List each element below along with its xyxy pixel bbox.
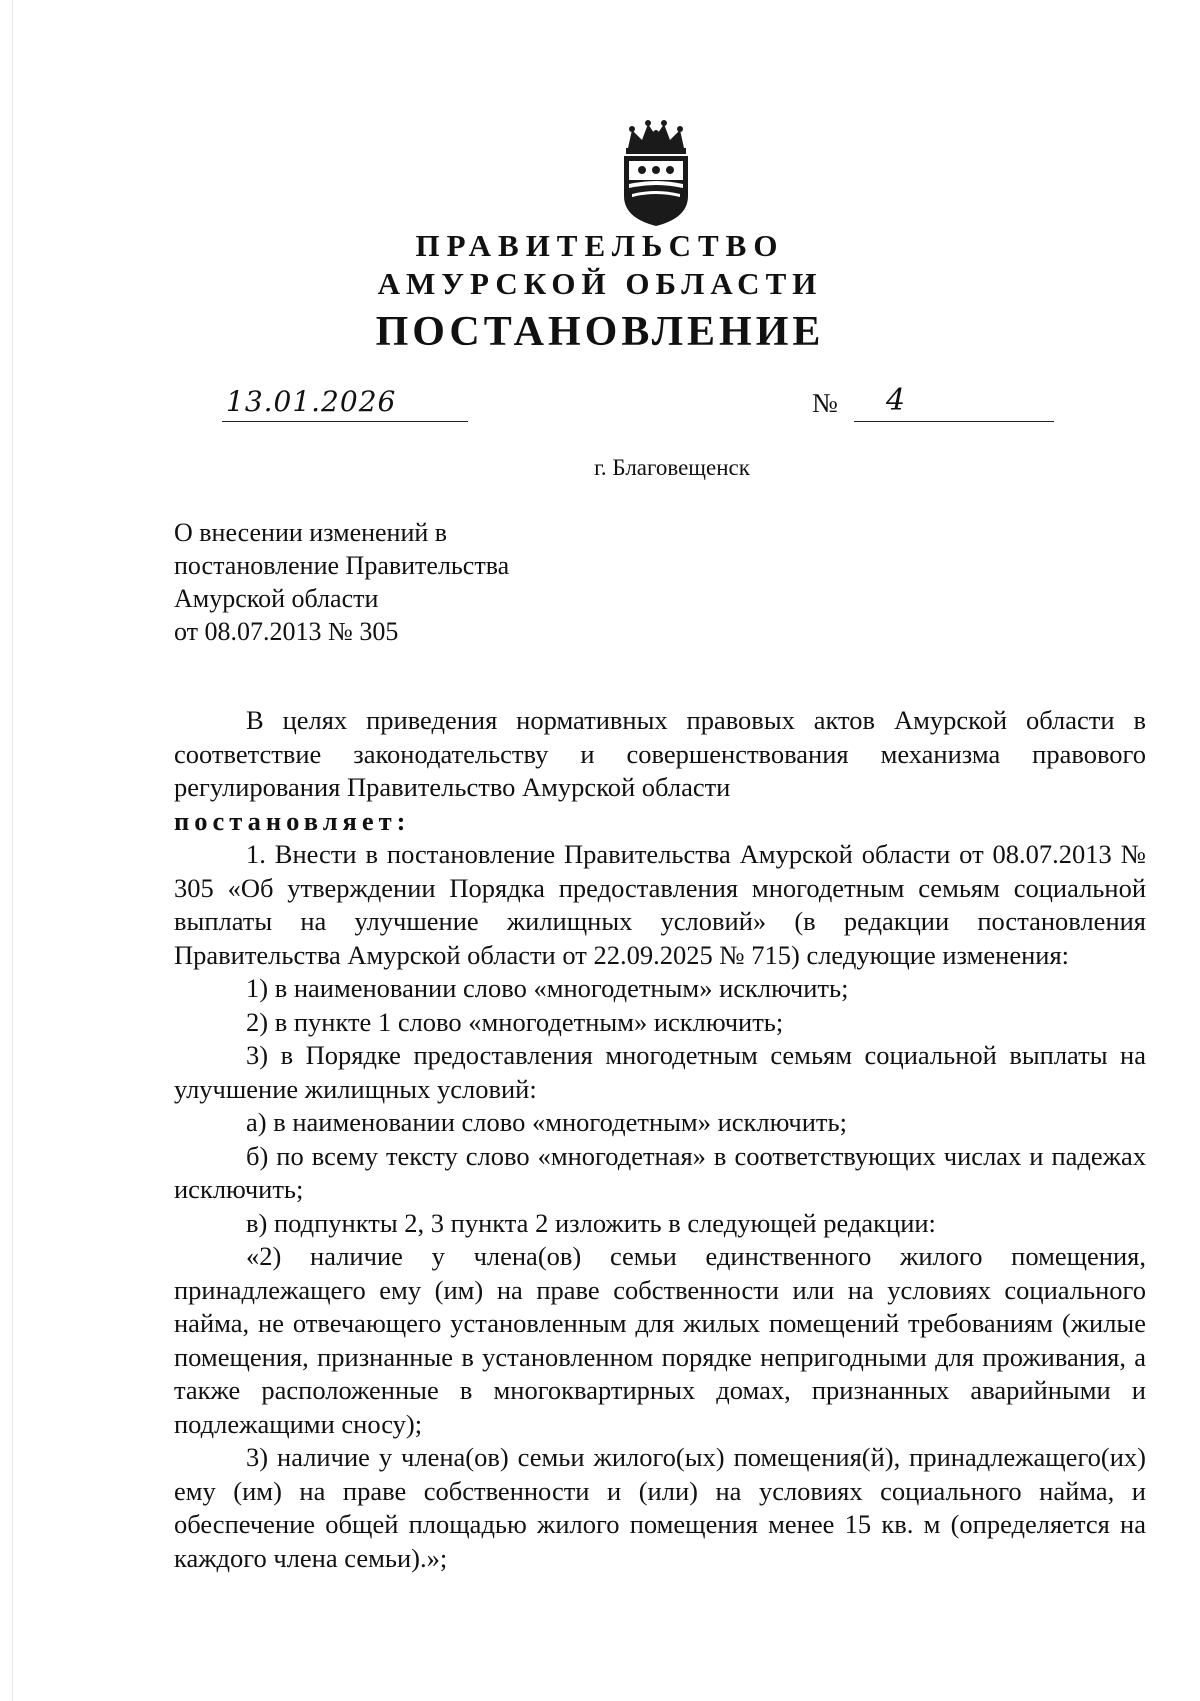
body-paragraph: 3) наличие у члена(ов) семьи жилого(ых) помещения(й), принадлежащего(их) ему (им) на праве собственности и (или) на условиях социального найма, и обеспечение общей площадью жилого помещения менее 15 кв. м (определяется на каждого члена семьи).»; xyxy=(174,1442,1146,1573)
document-subject xyxy=(174,516,509,648)
body-paragraph: в) подпункты 2, 3 пункта 2 изложить в следующей редакции: xyxy=(246,1207,936,1238)
document-body xyxy=(174,704,1146,1575)
preamble-paragraph: В целях приведения нормативных правовых актов Амурской области в соответствие законодательству и совершенствования механизма правового регулирования Правительство Амурской области xyxy=(174,705,1146,802)
body-paragraph: 1) в наименовании слово «многодетным» исключить; xyxy=(246,973,849,1003)
resolves-word: постановляет: xyxy=(174,805,411,836)
body-paragraph: 1. Внести в постановление Правительства Амурской области от 08.07.2013 № 305 «Об утверждении Порядка предоставления многодетным семьям социальной выплаты на улучшение жилищных условий» (в редакции постановления Правительства Амурской области от 22.09.2025 № 715) следующие изменения: xyxy=(174,839,1146,970)
subject-line: от 08.07.2013 № 305 xyxy=(174,617,399,646)
handwritten-number: 4 xyxy=(886,383,906,418)
government-title-line1: ПРАВИТЕЛЬСТВО xyxy=(415,228,785,263)
date-field xyxy=(222,385,468,422)
government-title-line2: АМУРСКОЙ ОБЛАСТИ xyxy=(377,266,823,301)
number-label: № xyxy=(812,388,838,418)
body-paragraph: б) по всему тексту слово «многодетная» в соответствующих числах и падежах исключить; xyxy=(174,1140,1146,1204)
subject-line: постановление Правительства xyxy=(174,551,510,580)
body-paragraph: «2) наличие у члена(ов) семьи единственного жилого помещения, принадлежащего ему (им) на праве собственности или на условиях социального найма, не отвечающего установленным для жилых помещений требованиям (жилые помещения, признанные в установленном порядке непригодными для проживания, а также расположенные в многоквартирных домах, признанных аварийными и подлежащими сносу); xyxy=(174,1241,1146,1439)
number-field xyxy=(854,385,1054,422)
subject-line: Амурской области xyxy=(174,584,379,613)
handwritten-date: 13.01.2026 xyxy=(226,385,397,418)
subject-line: О внесении изменений в xyxy=(174,518,448,547)
document-type-title: ПОСТАНОВЛЕНИЕ xyxy=(375,309,825,355)
body-paragraph: 3) в Порядке предоставления многодетным семьям социальной выплаты на улучшение жилищных условий: xyxy=(174,1040,1146,1104)
body-paragraph: 2) в пункте 1 слово «многодетным» исключить; xyxy=(246,1006,784,1037)
city-name: г. Благовещенск xyxy=(594,455,750,480)
body-paragraph: а) в наименовании слово «многодетным» исключить; xyxy=(246,1107,847,1137)
coat-of-arms-emblem xyxy=(614,118,698,228)
